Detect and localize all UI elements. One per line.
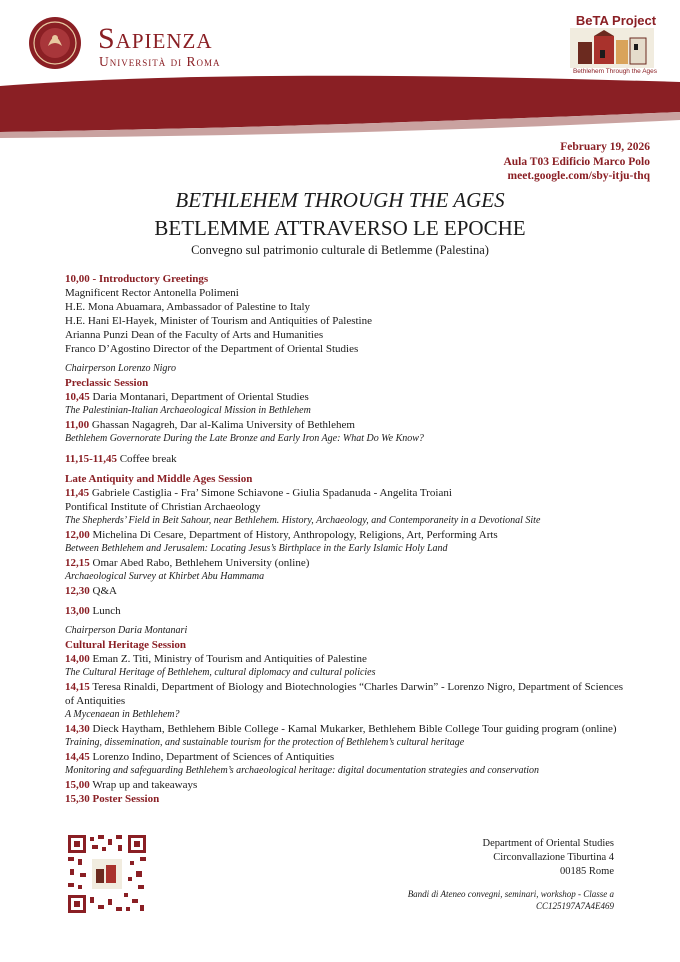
header-maroon-band xyxy=(0,72,680,138)
greet-item: H.E. Mona Abuamara, Ambassador of Palestine to Italy xyxy=(65,301,311,313)
programme xyxy=(65,272,625,806)
title-english: BETHLEHEM THROUGH THE AGES xyxy=(175,188,505,212)
dept-street: Circonvallazione Tiburtina 4 xyxy=(493,852,614,863)
qr-code-icon[interactable] xyxy=(66,833,148,915)
time: 11,15-11,45 xyxy=(65,453,117,465)
talk-title: The Shepherds’ Field in Beit Sahour, near Bethlehem. History, Archaeology, and Contemporaneity in a Devotional Site xyxy=(65,515,541,526)
greet-item: Magnificent Rector Antonella Polimeni xyxy=(65,287,239,299)
speaker: Lorenzo Indino, Department of Sciences of Antiquities xyxy=(92,751,335,763)
poster-session: 15,30 Poster Session xyxy=(65,793,160,805)
funding-note xyxy=(408,888,614,912)
university-name: Sapienza xyxy=(98,22,213,55)
speaker: Michelina Di Cesare, Department of History, Anthropology, Religions, Art, Performing Arts xyxy=(92,529,498,541)
speaker: Dieck Haytham, Bethlehem Bible College - Kamal Mukarker, Bethlehem Bible College Tour guiding program (online) xyxy=(92,723,617,735)
greetings-heading: 10,00 - Introductory Greetings xyxy=(65,273,209,285)
talk-title: Bethlehem Governorate During the Late Bronze and Early Iron Age: What Do We Know? xyxy=(65,433,424,444)
speaker: Ghassan Nagagreh, Dar al-Kalima University of Bethlehem xyxy=(91,419,355,431)
speaker: Wrap up and takeaways xyxy=(92,779,198,791)
time: 11,00 xyxy=(65,419,90,431)
project-title: BeTA Project xyxy=(575,13,657,28)
break-label: Coffee break xyxy=(119,453,177,465)
greet-item: H.E. Hani El-Hayek, Minister of Tourism and Antiquities of Palestine xyxy=(65,315,372,327)
event-room: Aula T03 Edificio Marco Polo xyxy=(503,155,650,168)
time: 12,15 xyxy=(65,557,90,569)
chairperson-2: Chairperson Daria Montanari xyxy=(65,625,188,636)
time: 14,45 xyxy=(65,751,90,763)
speaker: Omar Abed Rabo, Bethlehem University (online) xyxy=(92,557,310,569)
talk-title: Between Bethlehem and Jerusalem: Locating Jesus’s Birthplace in the Early Islamic Holy Land xyxy=(65,543,448,554)
talk-title: Training, dissemination, and sustainable tourism for the protection of Bethlehem’s cultural heritage xyxy=(65,737,465,748)
dept-name: Department of Oriental Studies xyxy=(482,838,614,849)
speaker: Teresa Rinaldi, Department of Biology and Biotechnologies “Charles Darwin” - Lorenzo Nigro, Department of Sciences of Antiquities xyxy=(65,681,624,707)
time: 12,00 xyxy=(65,529,90,541)
session-heading: Preclassic Session xyxy=(65,377,149,389)
time: 14,15 xyxy=(65,681,90,693)
event-link[interactable]: meet.google.com/sby-itju-thq xyxy=(507,170,650,182)
event-meta xyxy=(503,140,650,184)
time: 14,30 xyxy=(65,723,90,735)
department-address xyxy=(482,837,614,879)
title-italian: BETLEMME ATTRAVERSO LE EPOCHE xyxy=(154,216,526,240)
talk-title: Monitoring and safeguarding Bethlehem’s archaeological heritage: digital documentation strategies and conservation xyxy=(65,765,540,776)
time: 13,00 xyxy=(65,605,90,617)
bandi-text: Bandi di Ateneo convegni, seminari, workshop - Classe a xyxy=(407,889,614,899)
time: 15,00 xyxy=(65,779,90,791)
university-subtitle: Università di Roma xyxy=(99,54,221,69)
sapienza-seal-icon xyxy=(28,16,82,70)
time: 10,45 xyxy=(65,391,90,403)
dept-city: 00185 Rome xyxy=(560,866,614,877)
greet-item: Arianna Punzi Dean of the Faculty of Arts and Humanities xyxy=(65,329,324,341)
project-caption: Bethlehem Through the Ages xyxy=(572,68,658,75)
speaker-affiliation: Pontifical Institute of Christian Archaeology xyxy=(65,501,261,513)
time: 14,00 xyxy=(65,653,90,665)
talk-title: The Palestinian-Italian Archaeological Mission in Bethlehem xyxy=(65,405,311,416)
greet-item: Franco D’Agostino Director of the Department of Oriental Studies xyxy=(65,343,359,355)
talk-title: Archaeological Survey at Khirbet Abu Hammama xyxy=(65,571,265,582)
talk-title: The Cultural Heritage of Bethlehem, cultural diplomacy and cultural policies xyxy=(65,667,376,678)
session-heading: Late Antiquity and Middle Ages Session xyxy=(65,473,253,485)
talk-title: A Mycenaean in Bethlehem? xyxy=(65,709,180,720)
chairperson-1: Chairperson Lorenzo Nigro xyxy=(65,363,176,374)
event-date: February 19, 2026 xyxy=(560,141,650,153)
subtitle: Convegno sul patrimonio culturale di Betlemme (Palestina) xyxy=(191,243,489,257)
speaker: Q&A xyxy=(92,585,117,597)
time: 12,30 xyxy=(65,585,90,597)
speaker: Gabriele Castiglia - Fra’ Simone Schiavone - Giulia Spadanuda - Angelita Troiani xyxy=(91,487,452,499)
speaker: Eman Z. Titi, Ministry of Tourism and Antiquities of Palestine xyxy=(92,653,367,665)
lunch-label: Lunch xyxy=(92,605,121,617)
time: 11,45 xyxy=(65,487,90,499)
speaker: Daria Montanari, Department of Oriental Studies xyxy=(92,391,309,403)
session-heading: Cultural Heritage Session xyxy=(65,639,186,651)
bandi-code: CC125197A7A4E469 xyxy=(536,901,614,911)
